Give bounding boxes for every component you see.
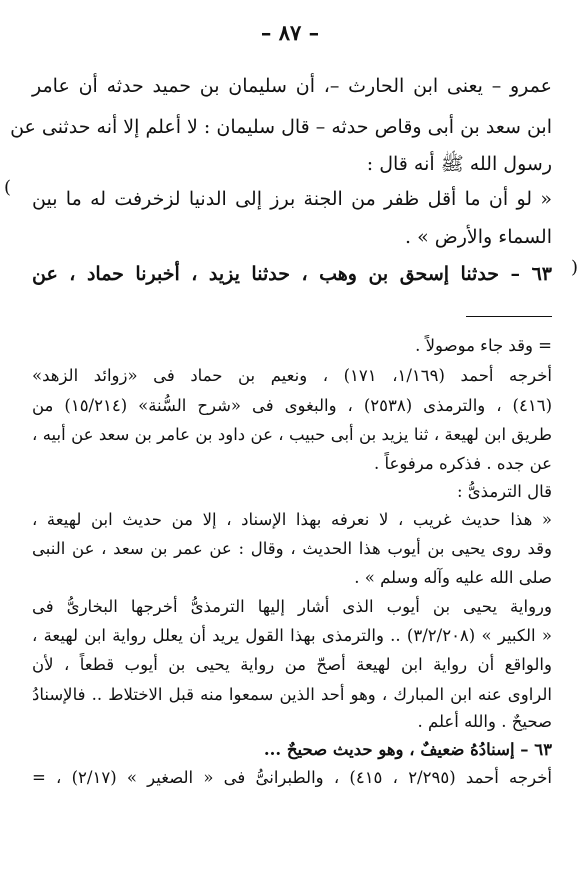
footnote-line: (٤١٦) ، والترمذى (٢٥٣٨) ، والبغوى فى «شرح السُّنة» (١٥/٢١٤) من bbox=[32, 396, 552, 415]
footnote-line: = وقد جاء موصولاً . bbox=[415, 336, 552, 355]
footnote-line: الراوى عنه ابن المبارك ، وهو أحد الذين سمعوا منه قبل الاختلاط .. فالإسنادُ bbox=[32, 685, 552, 704]
margin-mark-left: ( bbox=[4, 177, 12, 198]
main-line: عمرو – يعنى ابن الحارث –، أن سليمان بن حميد حدثه أن عامر bbox=[32, 75, 552, 97]
page-number: – ٨٧ – bbox=[260, 20, 320, 45]
footnote-hadith-63: ٦٣ – إسنادُهُ ضعيفٌ ، وهو حديث صحيحٌ ... bbox=[263, 740, 552, 759]
footnote-line: ورواية يحيى بن أيوب الذى أشار إليها الترمذىُّ أخرجها البخارىُّ فى bbox=[32, 597, 552, 616]
footnote-line: قال الترمذىُّ : bbox=[456, 482, 552, 501]
hadith-63-heading: ٦٣ – حدثنا إسحق بن وهب ، حدثنا يزيد ، أخبرنا حماد ، عن bbox=[32, 263, 552, 285]
footnote-line: صلى الله عليه وآله وسلم » . bbox=[354, 568, 552, 587]
footnote-line: عن جده . فذكره مرفوعاً . bbox=[373, 454, 552, 473]
hadith-quote-line: السماء والأرض » . bbox=[405, 226, 552, 248]
main-line: ابن سعد بن أبى وقاص حدثه – قال سليمان : لا أعلم إلا أنه حدثنى عن bbox=[10, 116, 552, 138]
footnote-line: « الكبير » (٣/٢/٢٠٨) .. والترمذى بهذا القول يريد أن يعلل رواية ابن لهيعة ، bbox=[32, 626, 552, 645]
footnote-line: والواقع أن رواية ابن لهيعة أصحّ من رواية يحيى بن أيوب قطعاً ، لأن bbox=[32, 655, 552, 674]
footnote-line: أخرجه أحمد (١/١٦٩، ١٧١) ، ونعيم بن حماد فى «زوائد الزهد» bbox=[32, 366, 552, 385]
footnote-line: أخرجه أحمد (٢/٢٩٥ ، ٤١٥) ، والطبرانىُّ فى « الصغير » (٢/١٧) ، = bbox=[32, 768, 552, 787]
margin-mark-right: ) bbox=[571, 257, 579, 278]
footnote-line: صحيحٌ . والله أعلم . bbox=[417, 712, 552, 731]
footnote-separator bbox=[466, 316, 552, 317]
footnote-line: « هذا حديث غريب ، لا نعرفه بهذا الإسناد ، إلا من حديث ابن لهيعة ، bbox=[32, 510, 552, 529]
main-line: رسول الله ﷺ أنه قال : bbox=[366, 153, 552, 175]
hadith-quote-line: « لو أن ما أقل ظفر من الجنة برز إلى الدنيا لزخرفت له ما بين bbox=[32, 188, 552, 210]
footnote-line: وقد روى يحيى بن أيوب هذا الحديث ، وقال : عن عمر بن سعد ، عن النبى bbox=[32, 539, 552, 558]
footnote-line: طريق ابن لهيعة ، ثنا يزيد بن أبى حبيب ، عن داود بن عامر بن سعد عن أبيه ، bbox=[32, 425, 552, 444]
